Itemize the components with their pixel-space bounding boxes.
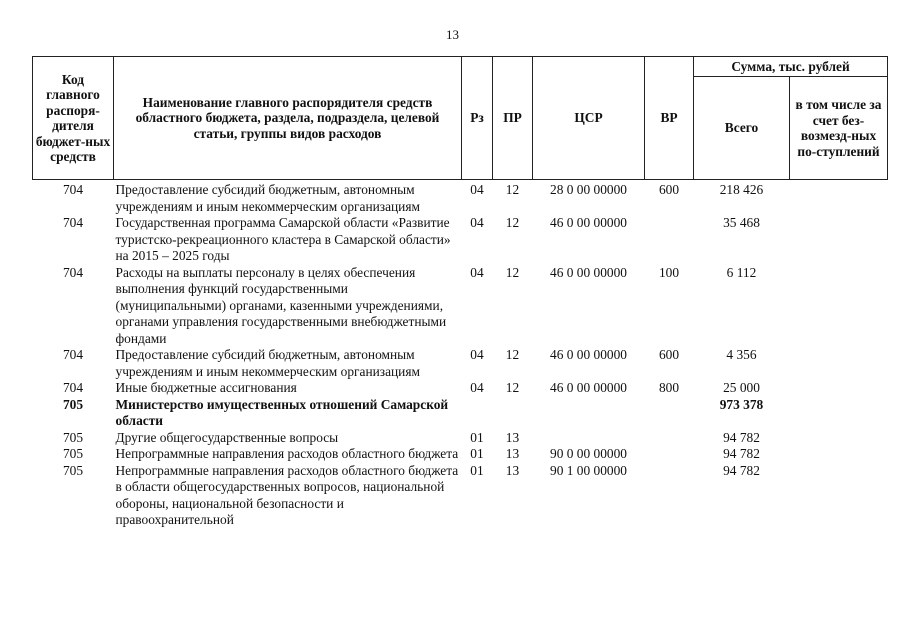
cell-csr bbox=[533, 397, 645, 430]
table-row bbox=[33, 180, 888, 216]
cell-free bbox=[790, 430, 888, 447]
cell-free bbox=[790, 347, 888, 380]
cell-csr: 46 0 00 00000 bbox=[550, 347, 627, 362]
cell-code: 705 bbox=[62, 446, 84, 461]
header-rz: Рз bbox=[462, 57, 493, 180]
cell-csr: 46 0 00 00000 bbox=[550, 264, 627, 280]
header-csr: ЦСР bbox=[533, 57, 645, 180]
cell-rz: 04 bbox=[470, 347, 484, 362]
cell-free bbox=[790, 380, 888, 397]
cell-pr bbox=[493, 397, 533, 430]
cell-name: Государственная программа Самарской области «Развитие туристско-рекреационного кластера в Самарской области» на 2015 – 2025 годы bbox=[115, 215, 451, 263]
cell-total: 94 782 bbox=[723, 429, 760, 445]
cell-name: Министерство имущественных отношений Самарской области bbox=[115, 396, 449, 428]
cell-code: 704 bbox=[62, 215, 84, 230]
cell-name: Непрограммные направления расходов областного бюджета bbox=[115, 446, 459, 461]
cell-vr: 100 bbox=[658, 264, 680, 280]
cell-code: 704 bbox=[62, 182, 84, 197]
table-row bbox=[33, 215, 888, 265]
header-vr: ВР bbox=[645, 57, 694, 180]
cell-vr bbox=[645, 397, 694, 430]
cell-free bbox=[790, 397, 888, 430]
cell-rz: 04 bbox=[470, 264, 484, 280]
table-row bbox=[33, 347, 888, 380]
cell-vr: 600 bbox=[658, 182, 680, 197]
cell-total: 25 000 bbox=[723, 380, 760, 395]
cell-vr bbox=[645, 463, 694, 529]
header-total: Всего bbox=[694, 77, 790, 180]
table-body bbox=[33, 180, 888, 529]
cell-csr: 46 0 00 00000 bbox=[550, 215, 627, 230]
cell-pr: 12 bbox=[505, 380, 520, 395]
header-code: Код главного распоря-дителя бюджет-ных средств bbox=[33, 57, 114, 180]
cell-pr: 13 bbox=[505, 429, 520, 445]
cell-code: 705 bbox=[62, 429, 84, 445]
cell-pr: 12 bbox=[505, 347, 520, 362]
cell-rz bbox=[462, 397, 493, 430]
page-number: 13 bbox=[446, 27, 459, 42]
table-row bbox=[33, 446, 888, 463]
cell-total: 4 356 bbox=[726, 347, 757, 362]
header-sum-group: Сумма, тыс. рублей bbox=[694, 57, 888, 77]
cell-code: 704 bbox=[62, 380, 84, 395]
table-row bbox=[33, 380, 888, 397]
cell-name: Расходы на выплаты персоналу в целях обеспечения выполнения функций государственными (муниципальными) органами, казенными учреждениями, органами управления государственными внебюджетными фондами bbox=[115, 264, 447, 346]
cell-csr: 46 0 00 00000 bbox=[550, 380, 627, 395]
table-row bbox=[33, 265, 888, 348]
cell-csr bbox=[533, 430, 645, 447]
cell-vr: 600 bbox=[658, 347, 680, 362]
cell-rz: 01 bbox=[470, 429, 484, 445]
cell-code: 704 bbox=[62, 347, 84, 362]
header-free: в том числе за счет без-возмезд-ных по-ступлений bbox=[790, 77, 888, 180]
cell-rz: 04 bbox=[470, 380, 484, 395]
cell-name: Предоставление субсидий бюджетным, автономным учреждениям и иным некоммерческим организациям bbox=[115, 182, 420, 214]
table-row bbox=[33, 430, 888, 447]
cell-code: 705 bbox=[62, 462, 84, 478]
cell-total: 94 782 bbox=[723, 462, 760, 478]
cell-vr: 800 bbox=[658, 380, 680, 395]
cell-total: 973 378 bbox=[719, 396, 764, 412]
budget-table bbox=[32, 56, 888, 529]
cell-vr bbox=[645, 215, 694, 265]
cell-pr: 12 bbox=[505, 215, 520, 230]
cell-free bbox=[790, 446, 888, 463]
cell-name: Предоставление субсидий бюджетным, автономным учреждениям и иным некоммерческим организациям bbox=[115, 347, 420, 379]
cell-csr: 28 0 00 00000 bbox=[550, 182, 627, 197]
cell-name: Иные бюджетные ассигнования bbox=[115, 380, 297, 395]
cell-free bbox=[790, 265, 888, 348]
cell-rz: 04 bbox=[470, 215, 484, 230]
cell-rz: 04 bbox=[470, 182, 484, 197]
cell-code: 705 bbox=[62, 396, 84, 412]
table-row bbox=[33, 397, 888, 430]
cell-total: 6 112 bbox=[726, 264, 757, 280]
cell-total: 94 782 bbox=[723, 446, 760, 461]
cell-vr bbox=[645, 446, 694, 463]
cell-name: Непрограммные направления расходов областного бюджета в области общегосударственных вопросов, национальной обороны, национальной безопасности и правоохранительной bbox=[115, 462, 459, 527]
table-row bbox=[33, 463, 888, 529]
cell-pr: 12 bbox=[505, 264, 520, 280]
cell-total: 218 426 bbox=[719, 182, 764, 197]
cell-rz: 01 bbox=[470, 446, 484, 461]
cell-vr bbox=[645, 430, 694, 447]
cell-csr: 90 0 00 00000 bbox=[550, 446, 627, 461]
header-name: Наименование главного распорядителя средств областного бюджета, раздела, подраздела, целевой статьи, группы видов расходов bbox=[114, 57, 462, 180]
cell-free bbox=[790, 215, 888, 265]
cell-rz: 01 bbox=[470, 462, 484, 478]
cell-name: Другие общегосударственные вопросы bbox=[115, 429, 339, 445]
table-header bbox=[33, 57, 888, 180]
cell-pr: 13 bbox=[505, 462, 520, 478]
cell-free bbox=[790, 180, 888, 216]
cell-pr: 13 bbox=[505, 446, 520, 461]
header-pr: ПР bbox=[493, 57, 533, 180]
cell-csr: 90 1 00 00000 bbox=[550, 462, 627, 478]
cell-free bbox=[790, 463, 888, 529]
cell-code: 704 bbox=[62, 264, 84, 280]
cell-pr: 12 bbox=[505, 182, 520, 197]
cell-total: 35 468 bbox=[723, 215, 760, 230]
